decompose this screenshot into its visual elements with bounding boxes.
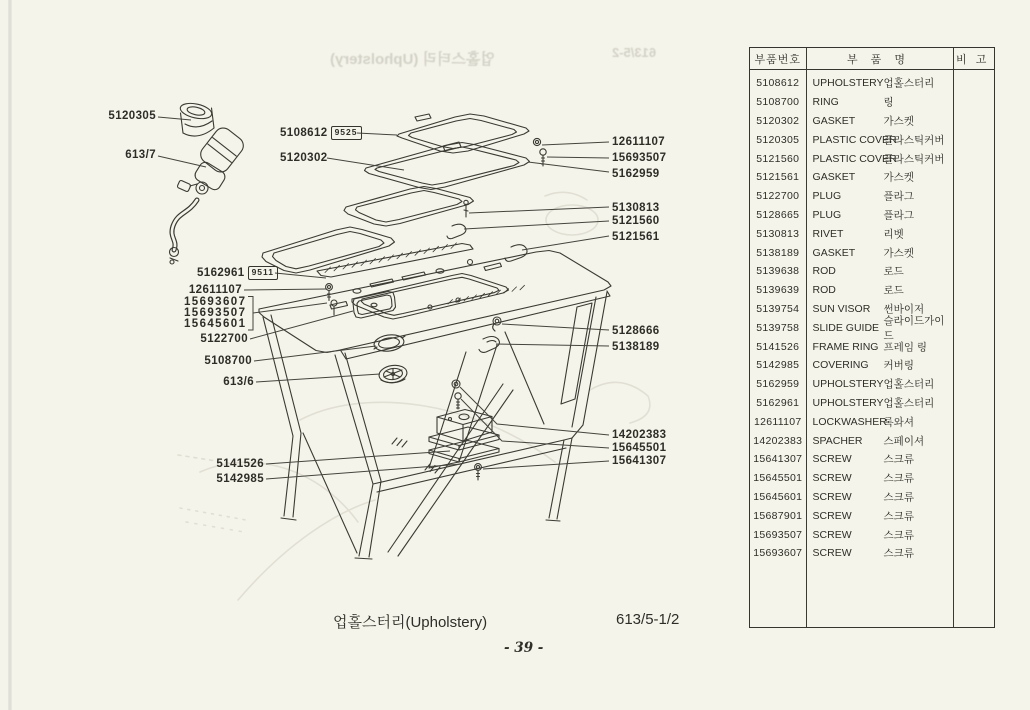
table-row — [750, 314, 994, 342]
cell-part-number: 5108700 — [756, 96, 800, 109]
part-name-korean: 업홀스터리 — [883, 77, 935, 90]
cell-part-name — [806, 284, 952, 296]
table-row — [750, 243, 994, 262]
part-label-15693507-right: 15693507 — [612, 152, 667, 164]
part-name-english: PLASTIC COVER — [812, 133, 897, 146]
cell-part-number: 5139639 — [756, 284, 800, 297]
table-row — [750, 356, 994, 375]
part-name-english: GASKET — [812, 171, 856, 184]
part-label-5141526: 5141526 — [216, 458, 264, 470]
revision-tag: 9511 — [248, 266, 278, 280]
part-label-15693507-left: 15693507 — [184, 307, 247, 319]
table-row — [750, 262, 994, 281]
part-name-english: UPHOLSTERY — [812, 77, 884, 90]
table-row — [750, 525, 994, 544]
cell-part-name — [806, 359, 952, 371]
table-row — [750, 394, 994, 413]
part-number: 5108612 — [280, 127, 328, 139]
part-label-15693607: 15693607 — [184, 296, 247, 308]
part-name-english: SPACHER — [812, 434, 863, 447]
part-name-korean: 썬바이저 — [883, 303, 925, 316]
table-row — [750, 544, 994, 563]
cell-part-name — [806, 247, 952, 259]
part-label-613-7: 613/7 — [125, 149, 156, 161]
part-name-english: UPHOLSTERY — [812, 378, 884, 391]
part-name-english: UPHOLSTERY — [812, 396, 884, 409]
cell-part-number: 14202383 — [753, 434, 803, 447]
cell-part-name — [806, 228, 952, 240]
cell-part-number: 5108612 — [756, 77, 800, 90]
revision-tag: 9525 — [331, 126, 362, 140]
part-label-5142985: 5142985 — [216, 473, 264, 485]
table-row — [750, 375, 994, 394]
cell-part-number: 5121561 — [756, 171, 800, 184]
part-name-english: GASKET — [812, 114, 856, 127]
part-name-korean: 링 — [883, 96, 894, 109]
cell-part-name — [806, 115, 952, 127]
part-name-korean: 플라그 — [883, 209, 914, 222]
table-row — [750, 187, 994, 206]
part-name-korean: 스크류 — [883, 547, 914, 560]
cell-part-name — [806, 435, 952, 447]
table-header — [750, 48, 994, 70]
cell-part-name — [806, 77, 952, 89]
bleedthrough-code: 613/5-2 — [612, 45, 657, 60]
page-number: - 39 - — [504, 640, 544, 656]
cell-part-number: 15693507 — [753, 528, 803, 541]
part-name-korean: 가스켓 — [883, 171, 914, 184]
part-name-korean: 커버링 — [883, 359, 914, 372]
part-name-english: RING — [812, 96, 839, 109]
part-name-korean: 플라그 — [883, 190, 914, 203]
cell-part-number: 5139754 — [756, 302, 800, 315]
part-number: 5162961 — [197, 267, 245, 279]
parts-table-body — [750, 70, 994, 563]
part-name-english: PLUG — [812, 208, 842, 221]
cell-part-number: 5120305 — [756, 133, 800, 146]
table-row — [750, 130, 994, 149]
cell-part-name — [806, 491, 952, 503]
cell-part-number: 12611107 — [753, 415, 802, 428]
part-label-5162961 — [197, 266, 278, 280]
part-label-613-6: 613/6 — [223, 376, 254, 388]
header-part-name: 부 품 명 — [846, 53, 910, 66]
part-label-12611107-left: 12611107 — [188, 284, 242, 296]
table-row — [750, 112, 994, 131]
cell-part-number: 15687901 — [753, 509, 803, 522]
part-label-5120305: 5120305 — [108, 110, 156, 122]
part-name-korean: 로드 — [883, 284, 904, 297]
part-label-5108700: 5108700 — [204, 355, 252, 367]
cell-part-name — [806, 510, 952, 522]
cell-part-number: 5141526 — [756, 340, 800, 353]
part-name-english: SCREW — [812, 528, 852, 541]
table-row — [750, 300, 994, 319]
part-name-english: SCREW — [812, 490, 852, 503]
page-title: 업홀스터리(Upholstery) — [333, 614, 488, 631]
table-row — [750, 74, 994, 93]
part-name-korean: 스크류 — [883, 453, 914, 466]
part-name-korean: 스크류 — [883, 529, 914, 542]
part-name-english: ROD — [812, 284, 836, 297]
cell-part-name — [806, 209, 952, 221]
cell-part-name — [806, 472, 952, 484]
cell-part-name — [806, 453, 952, 465]
part-name-korean: 가스켓 — [883, 247, 914, 260]
part-label-5128666: 5128666 — [612, 325, 660, 337]
table-row — [750, 450, 994, 469]
part-label-5121560: 5121560 — [612, 215, 660, 227]
part-label-15645501: 15645501 — [612, 442, 667, 454]
part-name-english: PLASTIC COVER — [812, 152, 897, 165]
table-row — [750, 281, 994, 300]
part-label-5130813: 5130813 — [612, 202, 660, 214]
part-name-korean: 스페이셔 — [883, 435, 925, 448]
cell-part-number: 15641307 — [753, 453, 803, 466]
cell-part-name — [806, 96, 952, 108]
cell-part-name — [806, 378, 952, 390]
cell-part-name — [806, 416, 952, 428]
cell-part-number: 5162959 — [756, 378, 800, 391]
part-name-english: COVERING — [812, 359, 869, 372]
cell-part-number: 5138189 — [756, 246, 800, 259]
part-name-english: SCREW — [812, 547, 852, 560]
header-remarks: 비 고 — [956, 53, 990, 66]
cell-part-number: 15645501 — [753, 472, 803, 485]
parts-table — [749, 47, 995, 628]
part-name-korean: 스크류 — [883, 510, 914, 523]
part-label-15645601: 15645601 — [184, 318, 247, 330]
part-label-5162959: 5162959 — [612, 168, 660, 180]
part-name-korean: 플라스틱커버 — [883, 153, 945, 166]
cell-part-name — [806, 341, 952, 353]
cell-part-name — [806, 190, 952, 202]
part-name-korean: 플라스틱커버 — [883, 134, 945, 147]
cell-part-name — [806, 153, 952, 165]
part-label-5108612 — [280, 126, 362, 140]
cell-part-number: 5120302 — [756, 114, 800, 127]
header-part-number: 부품번호 — [754, 53, 802, 66]
cell-part-number: 5162961 — [756, 396, 800, 409]
part-name-korean: 로드 — [883, 265, 904, 278]
table-row — [750, 412, 994, 431]
cell-part-number: 15645601 — [753, 490, 803, 503]
table-row — [750, 488, 994, 507]
table-row — [750, 469, 994, 488]
bleedthrough-title: 업홀스터리 (Upholstery) — [330, 51, 495, 68]
cell-part-number: 5122700 — [756, 190, 800, 203]
part-label-5120302: 5120302 — [280, 152, 328, 164]
table-row — [750, 168, 994, 187]
part-label-15641307: 15641307 — [612, 455, 667, 467]
part-name-english: GASKET — [812, 246, 856, 259]
table-row — [750, 149, 994, 168]
section-code: 613/5-1/2 — [616, 611, 680, 628]
part-name-korean: 가스켓 — [883, 115, 914, 128]
cell-part-number: 5121560 — [756, 152, 800, 165]
part-name-english: ROD — [812, 265, 836, 278]
part-name-korean: 프레임 링 — [883, 341, 928, 354]
part-name-english: RIVET — [812, 227, 844, 240]
table-row — [750, 224, 994, 243]
part-label-14202383: 14202383 — [612, 429, 667, 441]
part-name-english: SLIDE GUIDE — [812, 321, 880, 334]
cell-part-name — [806, 265, 952, 277]
cell-part-name — [806, 547, 952, 559]
part-name-english: SCREW — [812, 472, 852, 485]
cell-part-number: 5128665 — [756, 208, 800, 221]
cell-part-number: 5130813 — [756, 227, 800, 240]
cell-part-name — [806, 529, 952, 541]
part-name-korean: 업홀스터리 — [883, 397, 935, 410]
part-label-12611107-right: 12611107 — [612, 136, 666, 148]
part-name-korean: 스크류 — [883, 491, 914, 504]
part-label-5122700: 5122700 — [200, 333, 248, 345]
table-row — [750, 93, 994, 112]
table-column-divider — [953, 48, 954, 627]
cell-part-number: 5139758 — [756, 321, 800, 334]
part-name-korean: 업홀스터리 — [883, 378, 935, 391]
table-row — [750, 506, 994, 525]
table-row — [750, 206, 994, 225]
cell-part-name — [806, 314, 952, 342]
part-name-korean: 록와셔 — [883, 416, 914, 429]
cell-part-number: 5139638 — [756, 265, 800, 278]
part-label-5138189: 5138189 — [612, 341, 660, 353]
part-name-english: LOCKWASHER — [812, 415, 887, 428]
part-name-korean: 스크류 — [883, 472, 914, 485]
part-name-korean: 리벳 — [883, 228, 904, 241]
part-name-english: SCREW — [812, 453, 852, 466]
part-name-korean: 슬라이드가이드 — [883, 314, 945, 342]
cell-part-name — [806, 171, 952, 183]
part-label-5121561: 5121561 — [612, 231, 660, 243]
part-name-english: SUN VISOR — [812, 302, 871, 315]
part-name-english: SCREW — [812, 509, 852, 522]
part-name-english: PLUG — [812, 190, 842, 203]
part-name-english: FRAME RING — [812, 340, 879, 353]
cell-part-name — [806, 134, 952, 146]
cell-part-name — [806, 397, 952, 409]
table-row — [750, 431, 994, 450]
cell-part-number: 5142985 — [756, 359, 800, 372]
cell-part-number: 15693607 — [753, 547, 803, 560]
table-row — [750, 337, 994, 356]
